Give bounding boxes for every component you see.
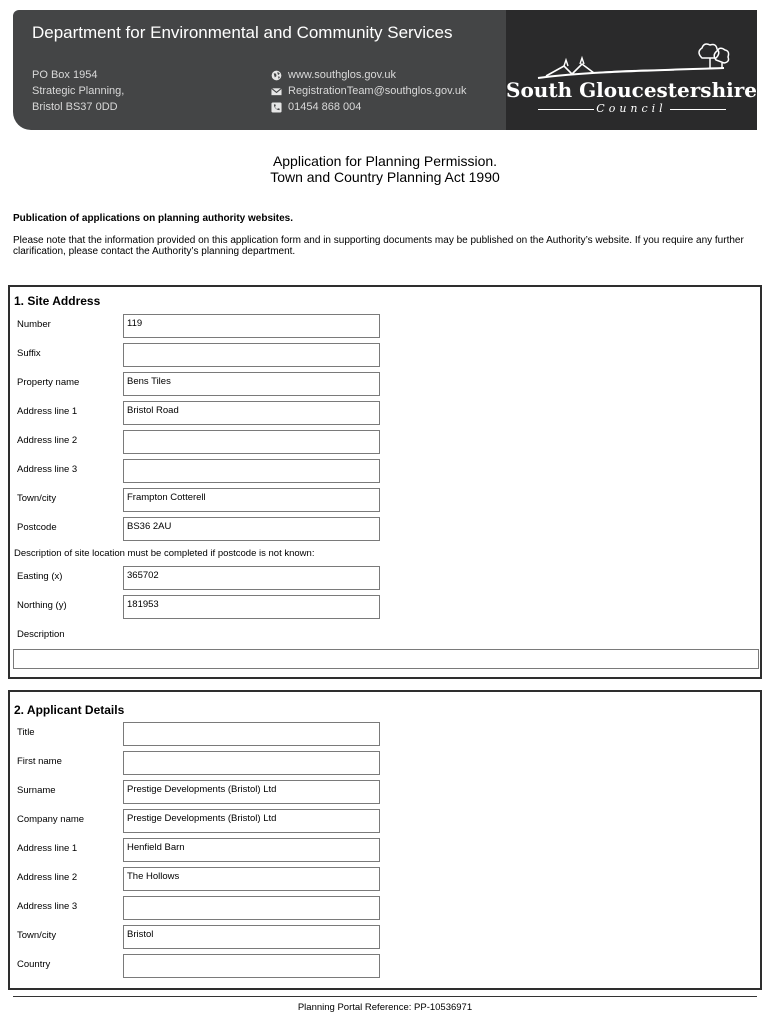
footer-rule [13,996,757,997]
email-link[interactable]: RegistrationTeam@southglos.gov.uk [288,85,467,97]
field-label: Description [17,629,65,640]
address-line: Strategic Planning, [32,85,125,97]
contact-details [271,67,467,115]
property-name-field[interactable]: Bens Tiles [123,372,380,396]
address-line-1-field[interactable]: Bristol Road [123,401,380,425]
company-name-field[interactable]: Prestige Developments (Bristol) Ltd [123,809,380,833]
site-address-section [8,285,762,679]
council-logo [506,10,757,130]
title-line: Town and Country Planning Act 1990 [270,169,500,185]
department-title: Department for Environmental and Community Services [32,23,453,42]
field-label: Address line 1 [17,843,78,854]
field-label: Property name [17,377,80,388]
publication-heading: Publication of applications on planning authority websites. [13,213,294,224]
first-name-field[interactable] [123,751,380,775]
location-note: Description of site location must be completed if postcode is not known: [14,548,315,559]
title-line: Application for Planning Permission. [272,153,498,169]
field-label: Address line 1 [17,406,78,417]
number-field[interactable]: 119 [123,314,380,338]
applicant-details-section [8,690,762,990]
field-label: Title [17,727,35,738]
bridge-and-trees-icon [524,18,744,80]
document-title [0,153,770,185]
field-label: Address line 3 [17,464,78,475]
address-line-2-field[interactable]: The Hollows [123,867,380,891]
easting-field[interactable]: 365702 [123,566,380,590]
council-name: South Gloucestershire [506,78,757,102]
town-city-field[interactable]: Frampton Cotterell [123,488,380,512]
description-field[interactable] [13,649,759,669]
publication-notice: Please note that the information provided on this application form and in supporting documents may be published on the Authority’s website. If you require any further clarification, please contact the Authority’s planning department. [13,235,744,257]
address-line: PO Box 1954 [32,69,98,81]
field-label: Town/city [17,493,57,504]
field-label: Easting (x) [17,571,63,582]
town-city-field[interactable]: Bristol [123,925,380,949]
surname-field[interactable]: Prestige Developments (Bristol) Ltd [123,780,380,804]
phone-icon [271,102,282,113]
address-line: Bristol BS37 0DD [32,101,118,113]
field-label: Address line 2 [17,435,78,446]
country-field[interactable] [123,954,380,978]
field-label: Address line 2 [17,872,78,883]
section-title: 1. Site Address [14,294,101,308]
section-title: 2. Applicant Details [14,703,125,717]
address-line-3-field[interactable] [123,896,380,920]
field-label: Surname [17,785,56,796]
portal-reference: Planning Portal Reference: PP-10536971 [297,1002,473,1013]
field-label: Suffix [17,348,41,359]
website-row[interactable] [271,67,467,83]
field-label: Address line 3 [17,901,78,912]
suffix-field[interactable] [123,343,380,367]
field-label: Postcode [17,522,57,533]
logo-rule [670,109,726,110]
postcode-field[interactable]: BS36 2AU [123,517,380,541]
address-line-2-field[interactable] [123,430,380,454]
title-field[interactable] [123,722,380,746]
address-line-3-field[interactable] [123,459,380,483]
field-label: Company name [17,814,85,825]
field-label: Town/city [17,930,57,941]
header-band [13,10,757,130]
globe-icon [271,70,282,81]
postal-address [32,67,124,115]
website-link[interactable]: www.southglos.gov.uk [288,69,397,81]
phone-row[interactable] [271,99,467,115]
northing-field[interactable]: 181953 [123,595,380,619]
field-label: First name [17,756,62,767]
phone-number: 01454 868 004 [288,101,362,113]
field-label: Country [17,959,51,970]
email-row[interactable] [271,83,467,99]
envelope-icon [271,86,282,97]
council-subtitle: Council [596,102,667,115]
field-label: Northing (y) [17,600,67,611]
address-line-1-field[interactable]: Henfield Barn [123,838,380,862]
field-label: Number [17,319,51,330]
